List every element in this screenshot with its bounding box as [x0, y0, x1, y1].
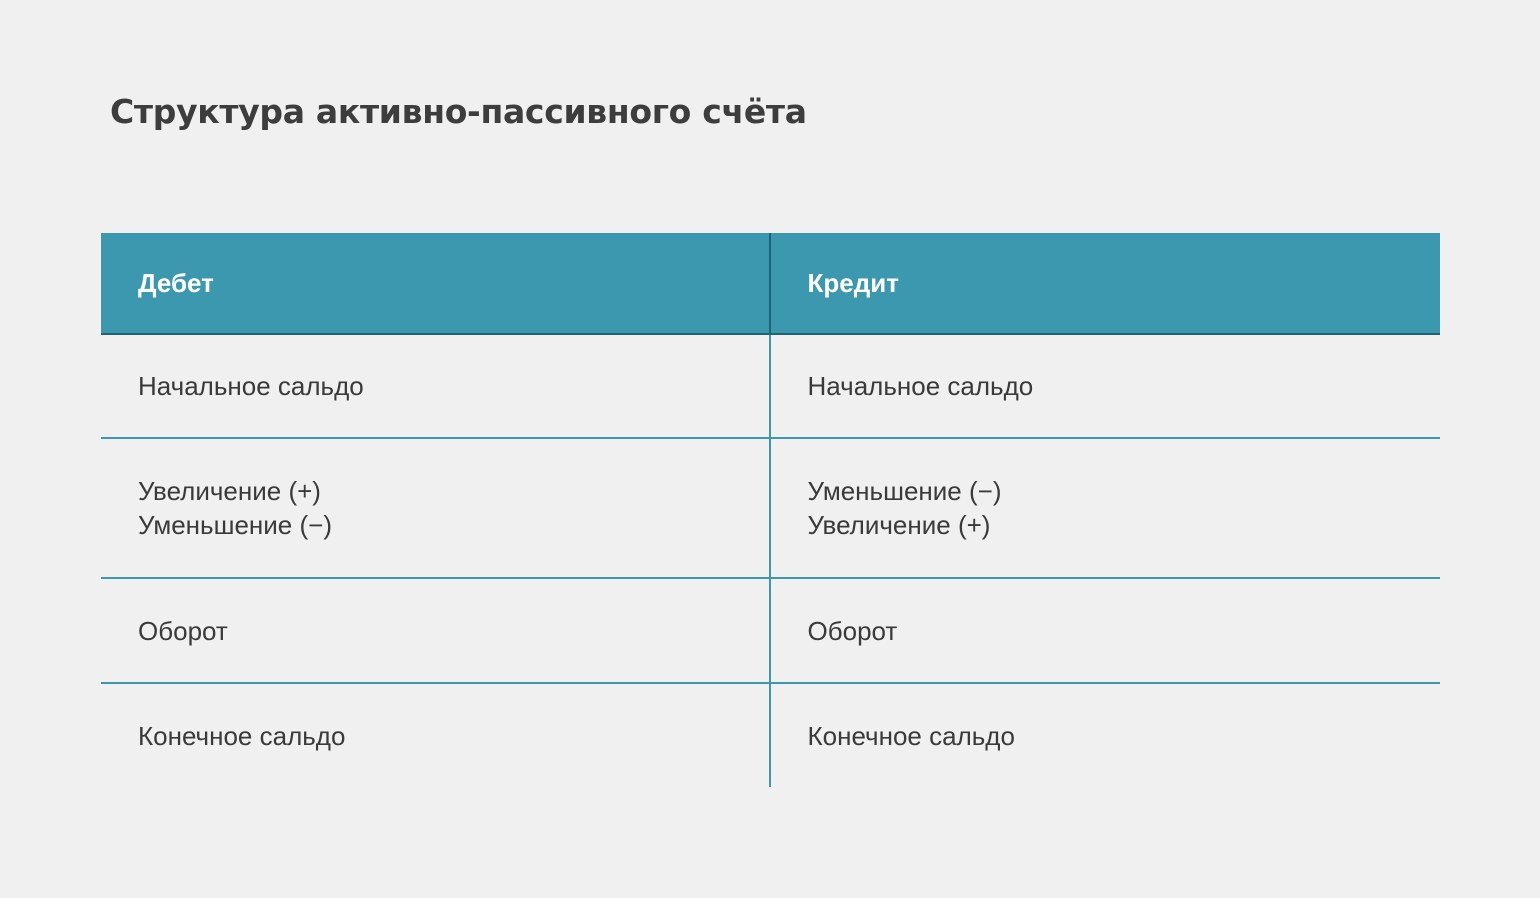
account-table — [101, 233, 1440, 787]
cell-text: Уменьшение (−) — [807, 476, 1002, 506]
debit-cell — [101, 439, 771, 577]
credit-cell — [771, 684, 1441, 787]
credit-cell — [771, 439, 1441, 577]
debit-cell — [101, 684, 771, 787]
page-title: Структура активно-пассивного счёта — [110, 92, 807, 131]
header-credit: Кредит — [807, 267, 899, 298]
table-row-closing-balance — [101, 684, 1440, 787]
table-header — [101, 233, 1440, 335]
header-debit: Дебет — [101, 233, 771, 333]
cell-text: Увеличение (+) — [138, 476, 321, 506]
cell-text: Оборот — [138, 615, 228, 646]
credit-cell — [771, 335, 1441, 437]
table-row-turnover — [101, 579, 1440, 684]
credit-cell — [771, 579, 1441, 682]
debit-cell — [101, 579, 771, 682]
table-row-changes — [101, 439, 1440, 579]
cell-text: Начальное сальдо — [138, 371, 364, 401]
cell-text: Начальное сальдо — [807, 371, 1034, 401]
cell-text: Оборот — [807, 615, 898, 646]
cell-text: Увеличение (+) — [807, 510, 991, 540]
cell-text: Уменьшение (−) — [138, 510, 332, 540]
cell-text: Конечное сальдо — [807, 720, 1015, 751]
cell-text: Конечное сальдо — [138, 720, 346, 751]
table-row-opening-balance — [101, 335, 1440, 439]
debit-cell — [101, 335, 771, 437]
